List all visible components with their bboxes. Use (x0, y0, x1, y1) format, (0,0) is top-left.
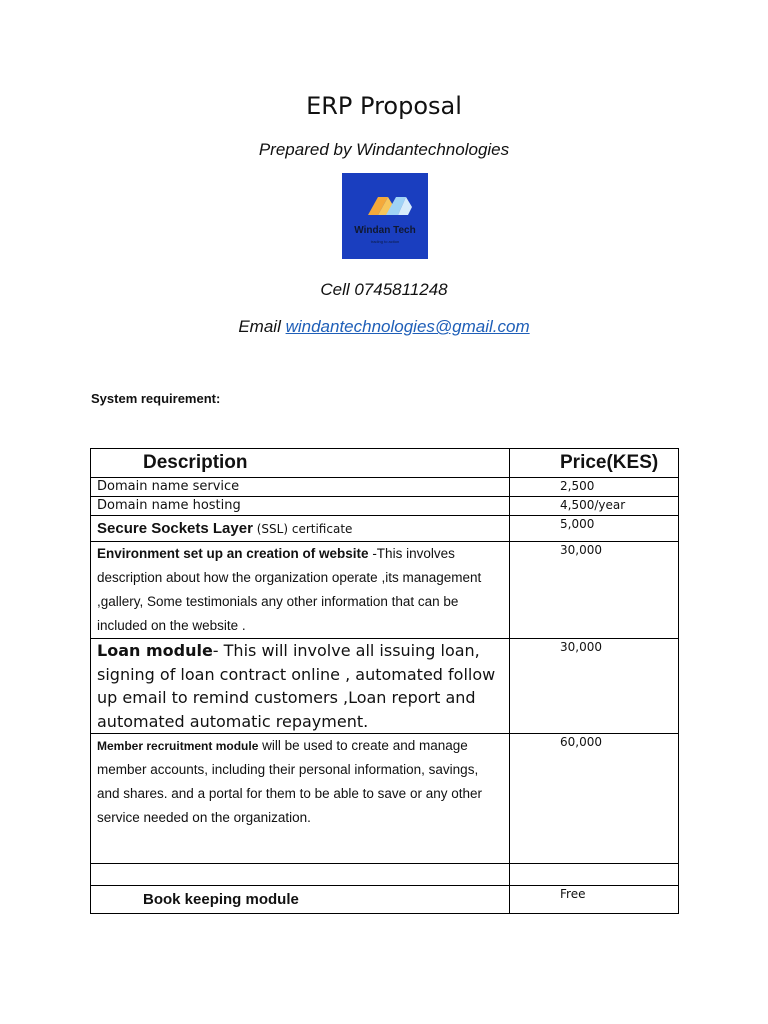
row-description: Environment set up an creation of website -This involves description about how the organization operate ,its management ,gallery, Some testimonials any other information that can be included on the website . (91, 542, 510, 639)
row-price: 30,000 (510, 639, 679, 734)
table-row (91, 497, 679, 516)
row-description: Secure Sockets Layer (SSL) certificate (91, 516, 510, 542)
row-price: 30,000 (510, 542, 679, 639)
row-description: Domain name service (91, 478, 510, 497)
table-header-row (91, 449, 679, 478)
row-description: Domain name hosting (91, 497, 510, 516)
row-price: 60,000 (510, 734, 679, 864)
table-row (91, 886, 679, 914)
document-title: ERP Proposal (306, 92, 462, 120)
email-line (0, 317, 768, 337)
logo-tagline: trading to action (370, 239, 400, 244)
table-row (91, 734, 679, 864)
table-row (91, 516, 679, 542)
logo-brand-text: Windan Tech (354, 225, 416, 236)
row-price: Free (510, 886, 679, 914)
table-row (91, 478, 679, 497)
row-description: Loan module- This will involve all issuing loan, signing of loan contract online , automated follow up email to remind customers ,Loan report and automated automatic repayment. (91, 639, 510, 734)
row-price: 4,500/year (510, 497, 679, 516)
table-row (91, 864, 679, 886)
header-description: Description (91, 449, 510, 478)
row-price: 2,500 (510, 478, 679, 497)
company-logo (342, 173, 428, 259)
header-price: Price(KES) (510, 449, 679, 478)
row-price: 5,000 (510, 516, 679, 542)
cell-phone: Cell 0745811248 (320, 280, 448, 299)
table-row (91, 542, 679, 639)
row-description (91, 864, 510, 886)
logo-mark-icon (342, 173, 428, 259)
row-description: Member recruitment module will be used to create and manage member accounts, including their personal information, savings, and shares. and a portal for them to be able to save or any other service needed on the organization. (91, 734, 510, 864)
section-heading: System requirement: (91, 391, 221, 406)
email-link[interactable]: windantechnologies@gmail.com (285, 317, 530, 336)
email-label: Email (238, 317, 286, 336)
table-row (91, 639, 679, 734)
pricing-table (90, 448, 679, 914)
prepared-by: Prepared by Windantechnologies (258, 140, 510, 159)
row-price (510, 864, 679, 886)
row-description: Book keeping module (91, 886, 510, 914)
